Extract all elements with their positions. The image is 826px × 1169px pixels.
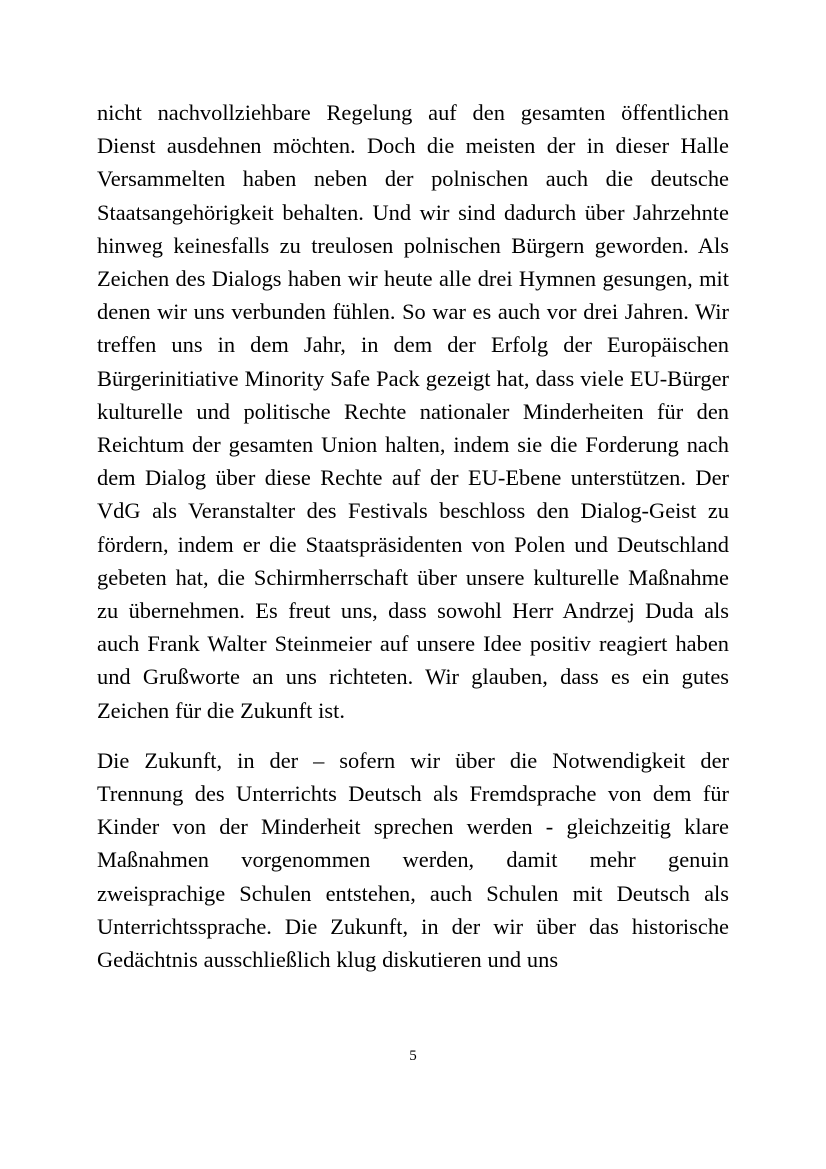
body-text-column: [97, 96, 729, 976]
page-number: 5: [409, 1048, 417, 1064]
paragraph-1: nicht nachvollziehbare Regelung auf den gesamten öffentlichen Dienst ausdehnen möchten. Doch die meisten der in dieser Halle Versammelten haben neben der polnischen auch die deutsche Staatsangehörigkeit behalten. Und wir sind dadurch über Jahrzehnte hinweg keinesfalls zu treulosen polnischen Bürgern geworden. Als Zeichen des Dialogs haben wir heute alle drei Hymnen gesungen, mit denen wir uns verbunden fühlen. So war es auch vor drei Jahren. Wir treffen uns in dem Jahr, in dem der Erfolg der Europäischen Bürgerinitiative Minority Safe Pack gezeigt hat, dass viele EU-Bürger kulturelle und politische Rechte nationaler Minderheiten für den Reichtum der gesamten Union halten, indem sie die Forderung nach dem Dialog über diese Rechte auf der EU-Ebene unterstützen. Der VdG als Veranstalter des Festivals beschloss den Dialog-Geist zu fördern, indem er die Staatspräsidenten von Polen und Deutschland gebeten hat, die Schirmherrschaft über unsere kulturelle Maßnahme zu übernehmen. Es freut uns, dass sowohl Herr Andrzej Duda als auch Frank Walter Steinmeier auf unsere Idee positiv reagiert haben und Grußworte an uns richteten. Wir glauben, dass es ein gutes Zeichen für die Zukunft ist.: [97, 100, 729, 723]
paragraph-2: Die Zukunft, in der – sofern wir über die Notwendigkeit der Trennung des Unterrichts Deutsch als Fremdsprache von dem für Kinder von der Minderheit sprechen werden - gleichzeitig klare Maßnahmen vorgenommen werden, damit mehr genuin zweisprachige Schulen entstehen, auch Schulen mit Deutsch als Unterrichtssprache. Die Zukunft, in der wir über das historische Gedächtnis ausschließlich klug diskutieren und uns: [97, 747, 729, 973]
